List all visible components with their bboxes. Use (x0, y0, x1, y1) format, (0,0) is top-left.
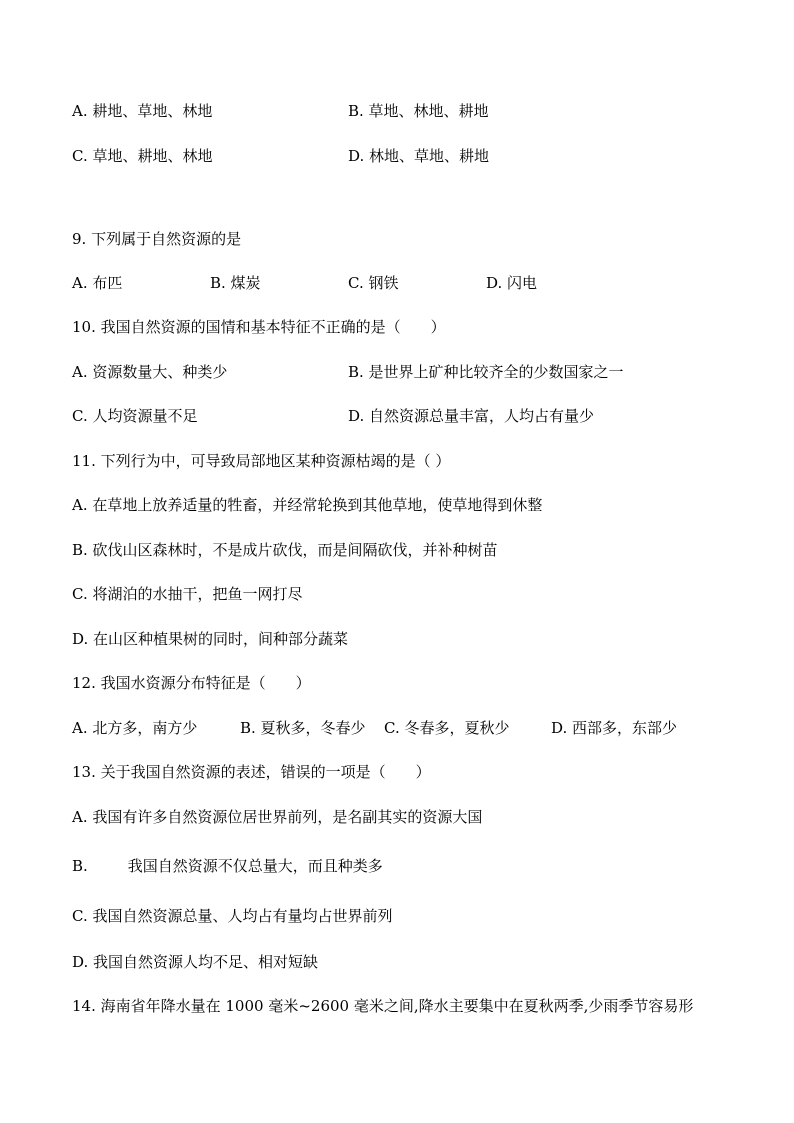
q9-option-c[interactable]: C. 钢铁 (348, 274, 399, 292)
q8-option-a[interactable]: A. 耕地、草地、林地 (72, 102, 213, 120)
q12-stem: 12. 我国水资源分布特征是（ ） (72, 674, 311, 692)
q11-option-d[interactable]: D. 在山区种植果树的同时，间种部分蔬菜 (72, 630, 349, 648)
q11-option-a[interactable]: A. 在草地上放养适量的牲畜，并经常轮换到其他草地，使草地得到休整 (72, 496, 543, 514)
q11-option-b[interactable]: B. 砍伐山区森林时，不是成片砍伐，而是间隔砍伐，并补种树苗 (72, 541, 498, 559)
q13-option-d[interactable]: D. 我国自然资源人均不足、相对短缺 (72, 953, 319, 971)
q8-option-d[interactable]: D. 林地、草地、耕地 (348, 147, 490, 165)
q12-option-d[interactable]: D. 西部多，东部少 (551, 719, 678, 737)
q12-option-a[interactable]: A. 北方多，南方少 (72, 719, 198, 737)
q13-option-a[interactable]: A. 我国有许多自然资源位居世界前列，是名副其实的资源大国 (72, 808, 483, 826)
q12-option-c[interactable]: C. 冬春多，夏秋少 (384, 719, 510, 737)
q13-option-b-letter: B. (72, 857, 88, 875)
q10-stem: 10. 我国自然资源的国情和基本特征不正确的是（ ） (72, 318, 446, 336)
q12-option-b[interactable]: B. 夏秋多，冬春少 (240, 719, 366, 737)
q14-stem: 14. 海南省年降水量在 1000 毫米~2600 毫米之间,降水主要集中在夏秋两季,少雨季节容易形 (72, 997, 694, 1015)
q13-stem: 13. 关于我国自然资源的表述，错误的一项是（ ） (72, 763, 431, 781)
q10-option-c[interactable]: C. 人均资源量不足 (72, 407, 198, 425)
q10-option-d[interactable]: D. 自然资源总量丰富，人均占有量少 (348, 407, 595, 425)
q10-option-b[interactable]: B. 是世界上矿种比较齐全的少数国家之一 (348, 363, 624, 381)
q8-option-c[interactable]: C. 草地、耕地、林地 (72, 147, 213, 165)
q9-option-a[interactable]: A. 布匹 (72, 274, 123, 292)
q13-option-b-text: 我国自然资源不仅总量大，而且种类多 (127, 857, 383, 875)
q9-option-b[interactable]: B. 煤炭 (210, 274, 261, 292)
q13-option-c[interactable]: C. 我国自然资源总量、人均占有量均占世界前列 (72, 907, 393, 925)
q13-option-b[interactable] (72, 856, 383, 876)
q8-option-b[interactable]: B. 草地、林地、耕地 (348, 102, 489, 120)
q11-stem: 11. 下列行为中，可导致局部地区某种资源枯竭的是（ ） (72, 452, 451, 470)
q9-option-d[interactable]: D. 闪电 (486, 274, 538, 292)
q11-option-c[interactable]: C. 将湖泊的水抽干，把鱼一网打尽 (72, 585, 303, 603)
q10-option-a[interactable]: A. 资源数量大、种类少 (72, 363, 228, 381)
q9-stem: 9. 下列属于自然资源的是 (72, 230, 242, 248)
